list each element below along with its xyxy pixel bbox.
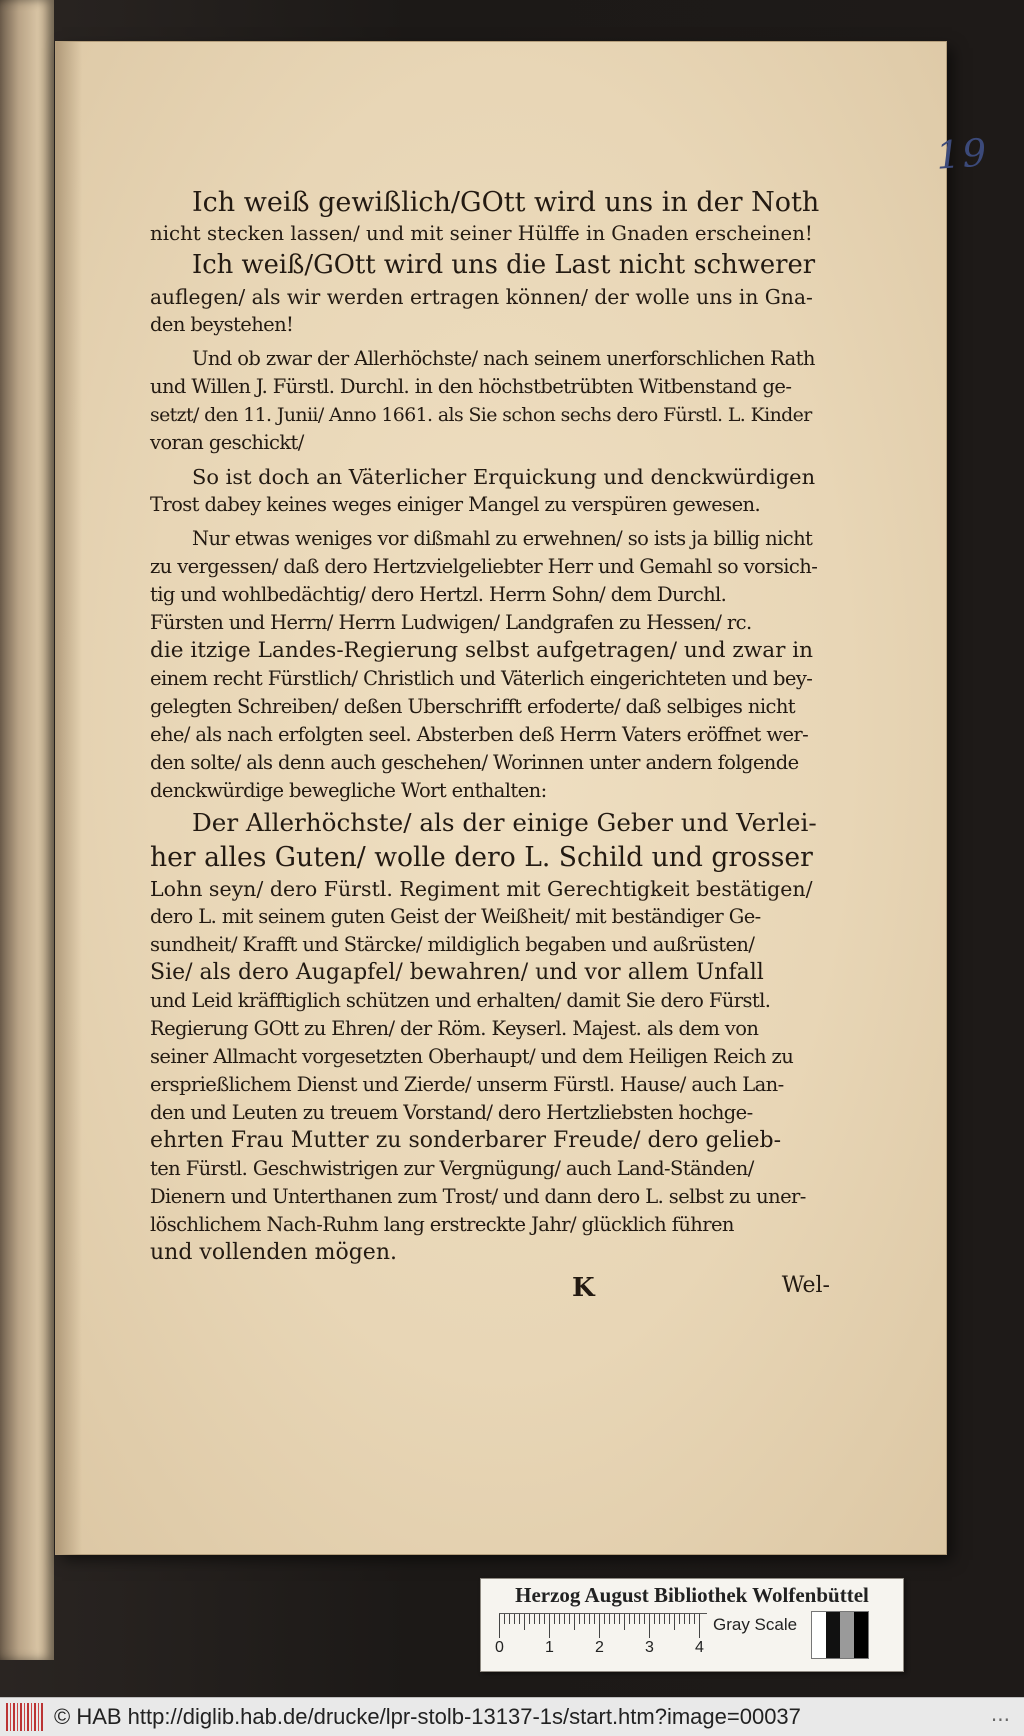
- gray-scale-swatches: [811, 1611, 869, 1659]
- text-line: gelegten Schreiben/ deßen Uberschrifft erfoderte/ daß selbiges nicht: [150, 695, 796, 718]
- signature-mark: K: [572, 1273, 595, 1303]
- text-line: ten Fürstl. Geschwistrigen zur Vergnügung/ auch Land-Ständen/: [150, 1157, 754, 1180]
- ruler-tick: [589, 1614, 590, 1624]
- ruler-tick: [639, 1614, 640, 1624]
- ruler-tick: [674, 1614, 675, 1630]
- ruler-tick: [629, 1614, 630, 1624]
- page-text: [150, 185, 830, 1309]
- text-line: Ich weiß gewißlich/GOtt wird uns in der Noth: [192, 187, 820, 218]
- gray-swatch: [854, 1612, 868, 1658]
- ruler-number: 0: [495, 1639, 504, 1656]
- gray-swatch: [826, 1612, 840, 1658]
- text-line: nicht stecken lassen/ und mit seiner Hülffe in Gnaden erscheinen!: [150, 222, 813, 245]
- facing-page-edge: [0, 0, 54, 1660]
- text-line: dero L. mit seinem guten Geist der Weißheit/ mit beständiger Ge-: [150, 905, 761, 928]
- text-line: und vollenden mögen.: [150, 1240, 397, 1265]
- ruler-tick: [564, 1614, 565, 1624]
- ruler-tick: [509, 1614, 510, 1624]
- ruler-tick: [604, 1614, 605, 1624]
- text-line: Sie/ als dero Augapfel/ bewahren/ und vor allem Unfall: [150, 960, 764, 985]
- source-url[interactable]: © HAB http://diglib.hab.de/drucke/lpr-stolb-13137-1s/start.htm?image=00037: [54, 1704, 801, 1729]
- ruler-tick: [584, 1614, 585, 1624]
- text-line: ersprießlichem Dienst und Zierde/ unserm Fürstl. Hause/ auch Lan-: [150, 1073, 784, 1096]
- ruler-tick: [534, 1614, 535, 1624]
- text-line: ehe/ als nach erfolgten seel. Absterben deß Herrn Vaters eröffnet wer-: [150, 723, 809, 746]
- text-line: ehrten Frau Mutter zu sonderbarer Freude/ dero gelieb-: [150, 1128, 782, 1153]
- ruler-tick: [679, 1614, 680, 1624]
- text-line: und Leid kräfftiglich schützen und erhalten/ damit Sie dero Fürstl.: [150, 989, 771, 1012]
- ruler-tick: [504, 1614, 505, 1624]
- text-line: setzt/ den 11. Junii/ Anno 1661. als Sie schon sechs dero Fürstl. L. Kinder: [150, 404, 812, 426]
- text-line: Dienern und Unterthanen zum Trost/ und dann dero L. selbst zu uner-: [150, 1185, 806, 1208]
- ruler-number: 1: [545, 1639, 554, 1656]
- ruler-tick: [599, 1614, 600, 1638]
- ruler-tick: [544, 1614, 545, 1624]
- library-label: [480, 1578, 904, 1672]
- ruler-tick: [609, 1614, 610, 1624]
- gray-scale-label: Gray Scale: [713, 1615, 798, 1634]
- ruler-tick: [519, 1614, 520, 1624]
- ruler-tick: [649, 1614, 650, 1638]
- ruler-tick: [654, 1614, 655, 1624]
- ruler-tick: [549, 1614, 550, 1638]
- text-line: sundheit/ Krafft und Stärcke/ mildiglich begaben und außrüsten/: [150, 933, 755, 956]
- ruler-tick: [594, 1614, 595, 1624]
- text-line: einem recht Fürstlich/ Christlich und Väterlich eingerichteten und bey-: [150, 667, 813, 690]
- ruler-tick: [664, 1614, 665, 1624]
- text-line: den und Leuten zu treuem Vorstand/ dero Hertzliebsten hochge-: [150, 1101, 753, 1124]
- ruler-number: 3: [645, 1639, 654, 1656]
- ruler-tick: [574, 1614, 575, 1630]
- library-label-title: Herzog August Bibliothek Wolfenbüttel: [515, 1583, 869, 1607]
- ruler-tick: [684, 1614, 685, 1624]
- text-line: Regierung GOtt zu Ehren/ der Röm. Keyserl. Majest. als dem von: [150, 1017, 759, 1040]
- ruler-tick: [529, 1614, 530, 1624]
- ruler-tick: [619, 1614, 620, 1624]
- ruler-tick: [669, 1614, 670, 1624]
- ruler-tick: [579, 1614, 580, 1624]
- text-line: So ist doch an Väterlicher Erquickung und denckwürdigen: [192, 465, 816, 489]
- gray-swatch: [840, 1612, 854, 1658]
- catchword-row: [150, 1273, 830, 1309]
- text-line: auflegen/ als wir werden ertragen können/ der wolle uns in Gna-: [150, 285, 813, 309]
- ruler-tick: [644, 1614, 645, 1624]
- text-line: löschlichem Nach-Ruhm lang erstreckte Jahr/ glücklich führen: [150, 1213, 734, 1236]
- ruler-number: 2: [595, 1639, 604, 1656]
- catchword: Wel-: [781, 1273, 830, 1298]
- text-line: Trost dabey keines weges einiger Mangel zu verspüren gewesen.: [150, 493, 761, 516]
- ruler-tick: [659, 1614, 660, 1624]
- text-line: Ich weiß/GOtt wird uns die Last nicht schwerer: [192, 250, 816, 280]
- ruler-tick: [634, 1614, 635, 1624]
- ruler-tick: [614, 1614, 615, 1624]
- ruler-tick: [499, 1614, 500, 1638]
- ruler-tick: [554, 1614, 555, 1624]
- text-line: voran geschickt/: [150, 431, 304, 454]
- text-line: die itzige Landes-Regierung selbst aufgetragen/ und zwar in: [150, 638, 814, 663]
- ruler-number: 4: [695, 1639, 704, 1656]
- text-line: Der Allerhöchste/ als der einige Geber und Verlei-: [192, 808, 817, 837]
- ruler-tick: [694, 1614, 695, 1624]
- text-line: Und ob zwar der Allerhöchste/ nach seinem unerforschlichen Rath: [192, 347, 815, 370]
- text-line: Nur etwas weniges vor dißmahl zu erwehnen/ so ists ja billig nicht: [192, 527, 813, 550]
- status-bar: [0, 1697, 1024, 1736]
- text-line: her alles Guten/ wolle dero L. Schild und grosser: [150, 842, 813, 873]
- gray-swatch: [812, 1612, 826, 1658]
- ruler-tick: [624, 1614, 625, 1630]
- text-line: den solte/ als denn auch geschehen/ Worinnen unter andern folgende: [150, 751, 799, 774]
- ruler-tick: [699, 1614, 700, 1638]
- text-line: tig und wohlbedächtig/ dero Hertzl. Herrn Sohn/ dem Durchl.: [150, 583, 727, 606]
- ruler-tick: [689, 1614, 690, 1624]
- ruler-tick: [524, 1614, 525, 1630]
- text-line: zu vergessen/ daß dero Hertzvielgeliebter Herr und Gemahl so vorsich-: [150, 555, 818, 578]
- text-line: seiner Allmacht vorgesetzten Oberhaupt/ und dem Heiligen Reich zu: [150, 1045, 794, 1068]
- ruler-tick: [559, 1614, 560, 1624]
- ruler-tick: [569, 1614, 570, 1624]
- more-icon[interactable]: ...: [990, 1702, 1010, 1726]
- text-line: den beystehen!: [150, 313, 294, 336]
- text-line: Fürsten und Herrn/ Herrn Ludwigen/ Landgrafen zu Hessen/ rc.: [150, 611, 752, 634]
- scale-ruler: [499, 1613, 707, 1642]
- text-line: Lohn seyn/ dero Fürstl. Regiment mit Gerechtigkeit bestätigen/: [150, 877, 813, 901]
- text-line: und Willen J. Fürstl. Durchl. in den höchstbetrübten Witbenstand ge-: [150, 375, 792, 398]
- ruler-tick: [539, 1614, 540, 1624]
- ruler-tick: [514, 1614, 515, 1624]
- folio-number: 19: [934, 130, 990, 178]
- text-line: denckwürdige bewegliche Wort enthalten:: [150, 779, 547, 802]
- barcode-icon: [6, 1703, 44, 1731]
